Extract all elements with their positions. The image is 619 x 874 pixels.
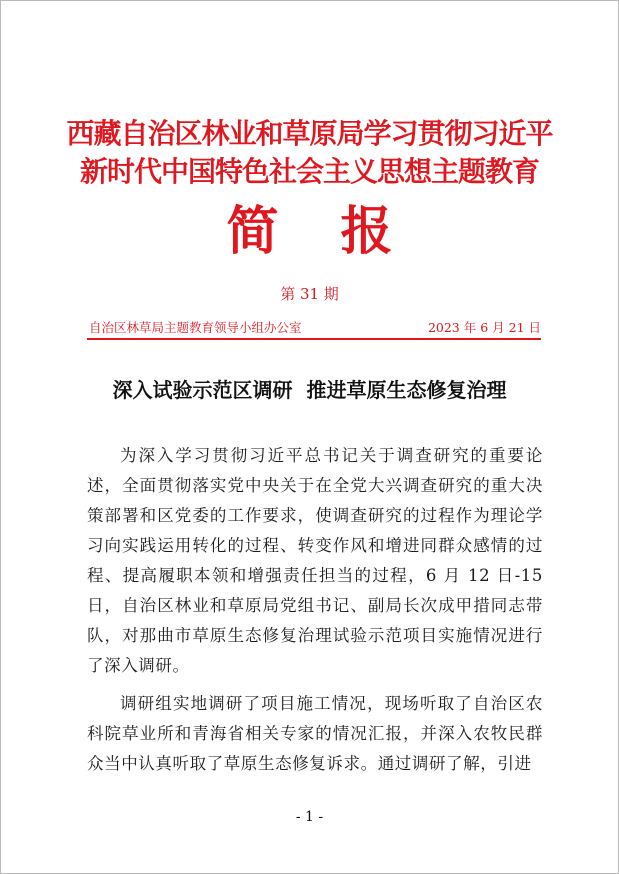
- masthead: [1, 115, 618, 191]
- masthead-line-1: 西藏自治区林业和草原局学习贯彻习近平: [66, 117, 553, 150]
- red-divider: [87, 338, 541, 340]
- article-title: 深入试验示范区调研 推进草原生态修复治理: [112, 378, 507, 402]
- bulletin-title: 简报: [226, 201, 455, 262]
- issuer-row: [89, 319, 541, 337]
- masthead-line-2: 新时代中国特色社会主义思想主题教育: [79, 155, 539, 188]
- article-body: [87, 441, 543, 787]
- paragraph: 调研组实地调研了项目施工情况，现场听取了自治区农科院草业所和青海省相关专家的情况汇报，并深入农牧民群众当中认真听取了草原生态修复诉求。通过调研了解，引进: [87, 694, 543, 773]
- issue-date: 2023 年 6 月 21 日: [427, 320, 541, 335]
- issue-number: 第 31 期: [280, 285, 339, 303]
- page-number: - 1 -: [295, 809, 324, 825]
- issuing-office: 自治区林草局主题教育领导小组办公室: [89, 320, 302, 335]
- paragraph: 为深入学习贯彻习近平总书记关于调查研究的重要论述，全面贯彻落实党中央关于在全党大兴调查研究的重大决策部署和区党委的工作要求，使调查研究的过程作为理论学习向实践运用转化的过程、转变作风和增进同群众感情的过程、提高履职本领和增强责任担当的过程，6 月 12 日-15 日，自治区林业和草原局党组书记、副局长次成甲措同志带队，对那曲市草原生态修复治理试验示范项目实施情况进行了深入调研。: [87, 446, 543, 675]
